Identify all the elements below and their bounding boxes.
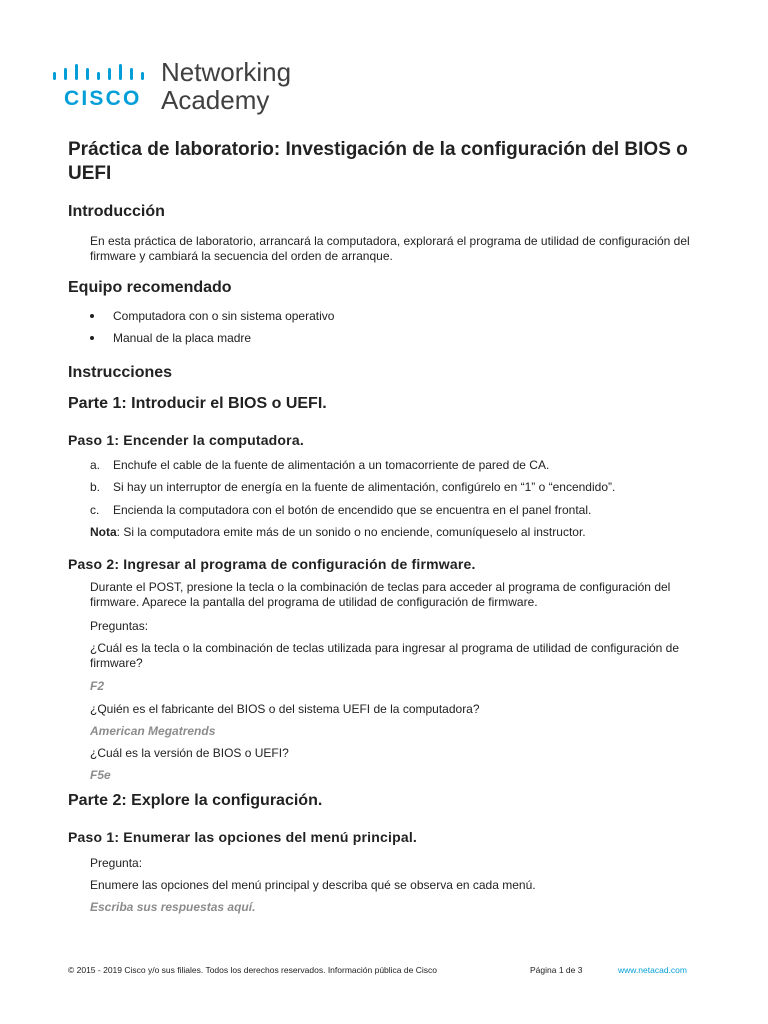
bullet-icon: [90, 314, 94, 318]
document-page: CISCO Networking Academy Práctica de laboratorio: Investigación de la configuración del BIOS o UEFI Introducción En esta práctica de laboratorio, arrancará la computadora, explorará el programa de utilidad de configuración del firmware y cambiará la secuencia del orden de arranque. Equipo recomendado Computadora con o sin sistema operativo Manual de la placa madre Instrucciones Parte 1: Introducir el BIOS o UEFI. Paso 1: Encender la computadora. a. Enchufe el cable de la fuente de alimentación a un tomacorriente de pared de CA. b. Si hay un interruptor de energía en la fuente de alimentación, configúrelo en “1” o “encendido”. c. Encienda la computadora con el botón de encendido que se encuentra en el panel frontal. Nota: Si la computadora emite más de un sonido o no enciende, comuníqueselo al instructor. Paso 2: Ingresar al programa de configuración de firmware. Durante el POST, presione la tecla o la combinación de teclas para acceder al programa de configuración del firmware. Aparece la pantalla del programa de utilidad de configuración de firmware. Preguntas: ¿Cuál es la tecla o la combinación de teclas utilizada para ingresar al programa de utilidad de configuración de firmware? F2 ¿Quién es el fabricante del BIOS o del sistema UEFI de la computadora? American Megatrends ¿Cuál es la versión de BIOS o UEFI? F5e Parte 2: Explore la configuración. Paso 1: Enumerar las opciones del menú principal. Pregunta: Enumere las opciones del menú principal y describa qué se observa en cada menú. Escriba sus respuestas aquí. © 2015 - 2019 Cisco y/o sus filiales. Todos los derechos reservados. Información pública de Cisco Página 1 de 3 www.netacad.com: [0, 0, 768, 1024]
question-3: ¿Cuál es la versión de BIOS o UEFI?: [90, 746, 289, 760]
answer-4[interactable]: Escriba sus respuestas aquí.: [90, 900, 256, 914]
netacad-link[interactable]: www.netacad.com: [618, 965, 687, 975]
question-2: ¿Quién es el fabricante del BIOS o del sistema UEFI de la computadora?: [90, 702, 480, 716]
answer-2[interactable]: American Megatrends: [90, 724, 216, 738]
note-label: Nota: [90, 525, 117, 539]
footer-copyright: © 2015 - 2019 Cisco y/o sus filiales. Todos los derechos reservados. Información pública de Cisco: [68, 965, 437, 975]
intro-heading: Introducción: [68, 203, 165, 220]
question-1: ¿Cuál es la tecla o la combinación de teclas utilizada para ingresar al programa de utilidad de configuración de firmware?: [90, 641, 680, 670]
cisco-wordmark: CISCO: [64, 87, 142, 110]
page-title: Práctica de laboratorio: Investigación de la configuración del BIOS o UEFI: [68, 139, 688, 184]
logo-line-2: Academy: [161, 85, 270, 115]
part1-step2-heading: Paso 2: Ingresar al programa de configuración de firmware.: [68, 556, 476, 572]
answer-3[interactable]: F5e: [90, 768, 111, 782]
instructions-heading: Instrucciones: [68, 364, 173, 381]
note: [90, 525, 710, 540]
part1-step1-heading: Paso 1: Encender la computadora.: [68, 432, 304, 448]
question-4: Enumere las opciones del menú principal y describa qué se observa en cada menú.: [90, 878, 536, 892]
step2-text: Durante el POST, presione la tecla o la combinación de teclas para acceder al programa de configuración del firmware. Aparece la pantalla del programa de utilidad de configuración de firmware.: [90, 580, 671, 609]
logo-line-1: Networking: [161, 57, 292, 87]
answer-1[interactable]: F2: [90, 679, 105, 693]
question-label: Pregunta:: [90, 856, 143, 870]
part2-step1-heading: Paso 1: Enumerar las opciones del menú principal.: [68, 829, 418, 845]
cisco-networking-academy-logo: [53, 58, 313, 116]
part1-heading: Parte 1: Introducir el BIOS o UEFI.: [68, 395, 327, 412]
bullet-icon: [90, 336, 94, 340]
intro-text: En esta práctica de laboratorio, arrancará la computadora, explorará el programa de utilidad de configuración del firmware y cambiará la secuencia del orden de arranque.: [90, 234, 690, 263]
part2-heading: Parte 2: Explore la configuración.: [68, 792, 323, 809]
note-text: : Si la computadora emite más de un sonido o no enciende, comuníqueselo al instructor.: [116, 525, 586, 539]
academy-name: [161, 58, 291, 114]
equipment-heading: Equipo recomendado: [68, 279, 232, 296]
questions-label: Preguntas:: [90, 619, 149, 633]
footer-page-number: Página 1 de 3: [530, 965, 583, 975]
